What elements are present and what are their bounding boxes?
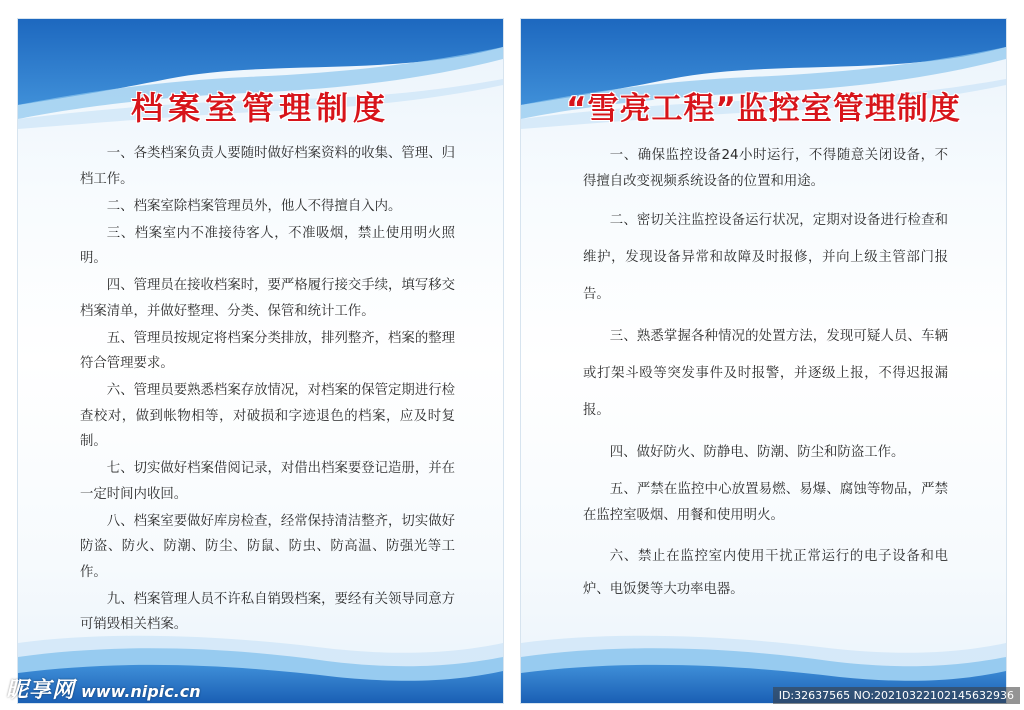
left-rule-item: 二、档案室除档案管理员外，他人不得擅自入内。 [106,198,402,214]
left-rule-item: 五、管理员按规定将档案分类排放，排列整齐，档案的整理符合管理要求。 [80,330,455,371]
right-poster [520,18,1007,704]
watermark-site: www.nipic.cn [81,682,201,701]
left-poster [17,18,504,704]
watermark-logo: 昵享网 [6,678,76,703]
right-rule-item: 六、禁止在监控室内使用干扰正常运行的电子设备和电炉、电饭煲等大功率电器。 [583,549,948,597]
left-title: 档案室管理制度 [130,89,390,127]
right-rule-item: 五、严禁在监控中心放置易燃、易爆、腐蚀等物品，严禁在监控室吸烟、用餐和使用明火。 [583,482,948,523]
left-rule-item: 七、切实做好档案借阅记录，对借出档案要登记造册，并在一定时间内收回。 [80,461,455,502]
right-rule-item: 三、熟悉掌握各种情况的处置方法，发现可疑人员、车辆或打架斗殴等突发事件及时报警，并逐级上报，不得迟报漏报。 [583,329,948,418]
left-rule-item: 三、档案室内不准接待客人，不准吸烟，禁止使用明火照明。 [80,225,455,266]
right-rule-item: 一、确保监控设备24小时运行，不得随意关闭设备，不得擅自改变视频系统设备的位置和用途。 [583,148,948,189]
left-rule-item: 一、各类档案负责人要随时做好档案资料的收集、管理、归档工作。 [80,146,455,187]
left-rule-item: 六、管理员要熟悉档案存放情况，对档案的保管定期进行检查校对，做到帐物相等，对破损和字迹退色的档案，应及时复制。 [80,383,455,449]
left-rule-item: 八、档案室要做好库房检查，经常保持清洁整齐，切实做好防盗、防火、防潮、防尘、防鼠、防虫、防高温、防强光等工作。 [80,513,455,580]
left-rule-list [80,141,455,639]
right-rule-list [583,143,948,617]
right-rule-item: 二、密切关注监控设备运行状况，定期对设备进行检查和维护，发现设备异常和故障及时报修，并向上级主管部门报告。 [583,213,948,302]
right-rule-item: 四、做好防火、防静电、防潮、防尘和防盗工作。 [609,445,905,460]
left-rule-item: 九、档案管理人员不许私自销毁档案，要经有关领导同意方可销毁相关档案。 [80,591,455,632]
site-watermark [6,673,201,704]
left-rule-item: 四、管理员在接收档案时，要严格履行接交手续，填写移交档案清单，并做好整理、分类、保管和统计工作。 [80,278,455,319]
image-id-tag: ID:32637565 NO:20210322102145632936 [773,687,1020,704]
right-title: “雪亮工程”监控室管理制度 [566,91,961,127]
